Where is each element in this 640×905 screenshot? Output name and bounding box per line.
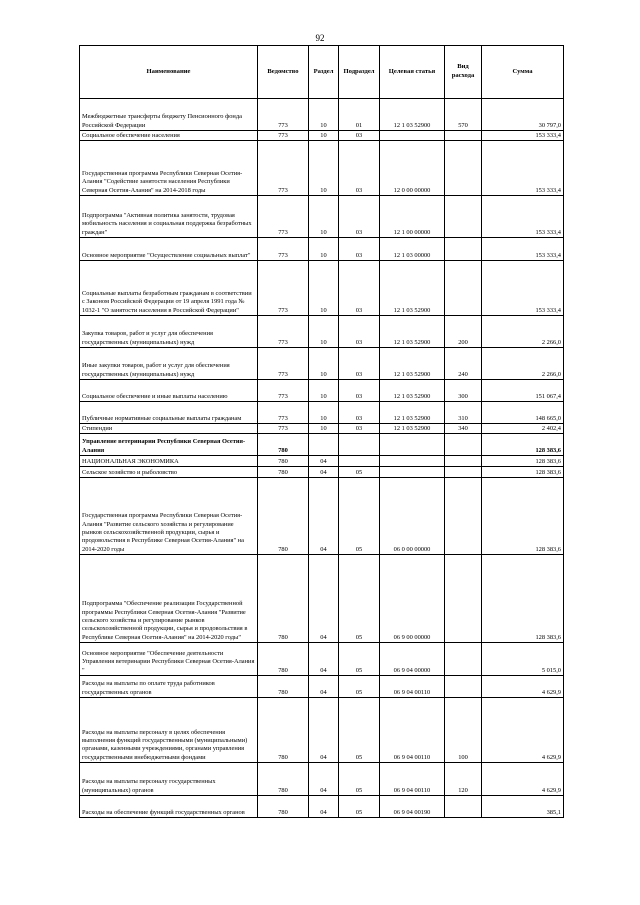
cell-subsection: 05 xyxy=(339,467,380,478)
cell-target: 06 9 00 00000 xyxy=(380,555,445,643)
cell-subsection: 01 xyxy=(339,99,380,131)
cell-dept: 773 xyxy=(258,99,309,131)
cell-name: Социальные выплаты безработным гражданам в соответствии с Законом Российской Федерации от 19 апреля 1991 года № 1032-1 "О занятости населения в Российской Федерации" xyxy=(80,261,258,316)
cell-exp-type xyxy=(445,434,482,456)
table-row xyxy=(80,434,564,456)
cell-target: 06 9 04 00110 xyxy=(380,698,445,763)
cell-dept: 773 xyxy=(258,348,309,380)
header-target: Целевая статья xyxy=(380,46,445,99)
cell-exp-type: 100 xyxy=(445,698,482,763)
table-row xyxy=(80,796,564,818)
cell-section: 04 xyxy=(309,796,339,818)
cell-sum: 4 629,9 xyxy=(482,698,564,763)
cell-name: Расходы на выплаты персоналу в целях обеспечения выполнения функций государственными (муниципальными) органами, казенными учреждениями, органами управления государственными внебюджетными фондами xyxy=(80,698,258,763)
table-row xyxy=(80,478,564,555)
table-row xyxy=(80,380,564,402)
cell-sum: 2 402,4 xyxy=(482,424,564,434)
cell-target: 06 9 04 00000 xyxy=(380,643,445,676)
cell-section: 10 xyxy=(309,238,339,261)
cell-sum: 4 629,9 xyxy=(482,763,564,796)
cell-exp-type xyxy=(445,467,482,478)
cell-exp-type xyxy=(445,141,482,196)
cell-target: 12 0 00 00000 xyxy=(380,141,445,196)
cell-dept: 780 xyxy=(258,763,309,796)
cell-sum: 128 383,6 xyxy=(482,478,564,555)
cell-name: Стипендии xyxy=(80,424,258,434)
table-row xyxy=(80,141,564,196)
cell-exp-type xyxy=(445,555,482,643)
table-row xyxy=(80,99,564,131)
cell-section: 04 xyxy=(309,763,339,796)
cell-subsection: 05 xyxy=(339,763,380,796)
cell-sum: 30 797,0 xyxy=(482,99,564,131)
cell-section: 10 xyxy=(309,261,339,316)
table-row xyxy=(80,402,564,424)
cell-target: 12 1 03 52900 xyxy=(380,316,445,348)
cell-name: Иные закупки товаров, работ и услуг для обеспечения государственных (муниципальных) нужд xyxy=(80,348,258,380)
cell-name: Расходы на выплаты по оплате труда работников государственных органов xyxy=(80,676,258,698)
cell-sum: 385,1 xyxy=(482,796,564,818)
cell-section: 10 xyxy=(309,348,339,380)
cell-subsection: 03 xyxy=(339,131,380,141)
cell-sum: 153 333,4 xyxy=(482,238,564,261)
cell-dept: 780 xyxy=(258,467,309,478)
header-exp-type: Вид расхода xyxy=(445,46,482,99)
cell-name: Закупка товаров, работ и услуг для обеспечения государственных (муниципальных) нужд xyxy=(80,316,258,348)
cell-target: 06 0 00 00000 xyxy=(380,478,445,555)
cell-sum: 153 333,4 xyxy=(482,131,564,141)
header-sum: Сумма xyxy=(482,46,564,99)
cell-exp-type xyxy=(445,131,482,141)
cell-name: Государственная программа Республики Северная Осетия-Алания "Содействие занятости населения Республики Северная Осетия-Алания" на 2014-2018 годы xyxy=(80,141,258,196)
cell-subsection: 05 xyxy=(339,796,380,818)
cell-name: Социальное обеспечение населения xyxy=(80,131,258,141)
table-row xyxy=(80,261,564,316)
table-row xyxy=(80,424,564,434)
cell-dept: 773 xyxy=(258,380,309,402)
cell-exp-type: 300 xyxy=(445,380,482,402)
table-row xyxy=(80,456,564,467)
cell-target: 06 9 04 00110 xyxy=(380,763,445,796)
cell-sum: 128 383,6 xyxy=(482,467,564,478)
cell-exp-type: 310 xyxy=(445,402,482,424)
table-row xyxy=(80,316,564,348)
cell-dept: 780 xyxy=(258,676,309,698)
cell-name: Основное мероприятие "Обеспечение деятельности Управления ветеринарии Республики Северная Осетия-Алания " xyxy=(80,643,258,676)
cell-section xyxy=(309,434,339,456)
cell-exp-type xyxy=(445,196,482,238)
table-row xyxy=(80,467,564,478)
cell-section: 10 xyxy=(309,316,339,348)
cell-target: 12 1 03 52900 xyxy=(380,348,445,380)
cell-exp-type: 240 xyxy=(445,348,482,380)
cell-subsection: 05 xyxy=(339,698,380,763)
cell-sum: 153 333,4 xyxy=(482,196,564,238)
cell-dept: 773 xyxy=(258,316,309,348)
cell-dept: 780 xyxy=(258,555,309,643)
table-row xyxy=(80,196,564,238)
cell-section: 10 xyxy=(309,99,339,131)
header-section: Раздел xyxy=(309,46,339,99)
cell-subsection: 05 xyxy=(339,555,380,643)
cell-exp-type xyxy=(445,643,482,676)
cell-exp-type xyxy=(445,456,482,467)
cell-name: Сельское хозяйство и рыболовство xyxy=(80,467,258,478)
cell-section: 04 xyxy=(309,676,339,698)
cell-target: 12 1 03 52900 xyxy=(380,380,445,402)
cell-section: 10 xyxy=(309,131,339,141)
cell-name: Расходы на выплаты персоналу государственных (муниципальных) органов xyxy=(80,763,258,796)
cell-section: 04 xyxy=(309,555,339,643)
cell-dept: 773 xyxy=(258,131,309,141)
table-row xyxy=(80,643,564,676)
cell-target: 06 9 04 00110 xyxy=(380,676,445,698)
cell-exp-type xyxy=(445,261,482,316)
cell-target xyxy=(380,467,445,478)
cell-dept: 780 xyxy=(258,434,309,456)
table-row xyxy=(80,238,564,261)
table-row xyxy=(80,763,564,796)
cell-exp-type xyxy=(445,238,482,261)
cell-sum: 4 629,9 xyxy=(482,676,564,698)
cell-target: 12 1 03 52900 xyxy=(380,402,445,424)
cell-name: Публичные нормативные социальные выплаты гражданам xyxy=(80,402,258,424)
cell-sum: 5 015,0 xyxy=(482,643,564,676)
cell-dept: 773 xyxy=(258,141,309,196)
cell-exp-type: 570 xyxy=(445,99,482,131)
table-header-row xyxy=(80,46,564,99)
header-dept: Ведомство xyxy=(258,46,309,99)
cell-subsection: 03 xyxy=(339,238,380,261)
cell-dept: 780 xyxy=(258,456,309,467)
cell-section: 04 xyxy=(309,698,339,763)
cell-name: Управление ветеринарии Республики Северная Осетия-Алания xyxy=(80,434,258,456)
cell-subsection: 03 xyxy=(339,402,380,424)
cell-section: 10 xyxy=(309,424,339,434)
cell-subsection: 03 xyxy=(339,424,380,434)
table-row xyxy=(80,131,564,141)
cell-subsection: 03 xyxy=(339,261,380,316)
cell-name: Подпрограмма "Активная политика занятости, трудовая мобильность населения и социальная поддержка безработных граждан" xyxy=(80,196,258,238)
cell-target: 12 1 03 52900 xyxy=(380,261,445,316)
cell-name: Расходы на обеспечение функций государственных органов xyxy=(80,796,258,818)
header-subsection: Подраздел xyxy=(339,46,380,99)
cell-name: Подпрограмма "Обеспечение реализации Государственной программы Республики Северная Осетия-Алания "Развитие сельского хозяйства и регулирование рынков сельскохозяйственной продукции, сырья и продовольствия в Республике Северная Осетия-Алания" на 2014-2020 годы" xyxy=(80,555,258,643)
cell-name: Основное мероприятие "Осуществление социальных выплат" xyxy=(80,238,258,261)
cell-sum: 148 665,0 xyxy=(482,402,564,424)
cell-dept: 780 xyxy=(258,796,309,818)
table-row xyxy=(80,698,564,763)
cell-subsection: 05 xyxy=(339,676,380,698)
cell-sum: 153 333,4 xyxy=(482,261,564,316)
table-row xyxy=(80,348,564,380)
cell-section: 10 xyxy=(309,380,339,402)
cell-name: Социальное обеспечение и иные выплаты населению xyxy=(80,380,258,402)
cell-sum: 153 333,4 xyxy=(482,141,564,196)
cell-section: 10 xyxy=(309,141,339,196)
cell-exp-type: 200 xyxy=(445,316,482,348)
cell-exp-type: 120 xyxy=(445,763,482,796)
cell-target: 12 1 03 52900 xyxy=(380,424,445,434)
cell-target: 12 1 03 00000 xyxy=(380,238,445,261)
table-row xyxy=(80,676,564,698)
cell-target: 12 1 00 00000 xyxy=(380,196,445,238)
cell-subsection xyxy=(339,434,380,456)
cell-dept: 773 xyxy=(258,238,309,261)
cell-target: 12 1 03 52900 xyxy=(380,99,445,131)
cell-dept: 780 xyxy=(258,643,309,676)
cell-subsection: 03 xyxy=(339,141,380,196)
header-name: Наименование xyxy=(80,46,258,99)
cell-section: 04 xyxy=(309,456,339,467)
cell-section: 10 xyxy=(309,196,339,238)
cell-section: 04 xyxy=(309,478,339,555)
cell-target xyxy=(380,434,445,456)
cell-name: Межбюджетные трансферты бюджету Пенсионного фонда Российской Федерации xyxy=(80,99,258,131)
cell-dept: 773 xyxy=(258,261,309,316)
table-body xyxy=(80,99,564,818)
cell-subsection: 05 xyxy=(339,643,380,676)
cell-exp-type xyxy=(445,796,482,818)
table-row xyxy=(80,555,564,643)
cell-subsection: 03 xyxy=(339,316,380,348)
cell-exp-type xyxy=(445,676,482,698)
cell-dept: 780 xyxy=(258,698,309,763)
cell-subsection xyxy=(339,456,380,467)
cell-sum: 2 266,0 xyxy=(482,348,564,380)
cell-section: 10 xyxy=(309,402,339,424)
cell-section: 04 xyxy=(309,643,339,676)
cell-sum: 128 383,6 xyxy=(482,434,564,456)
cell-target xyxy=(380,456,445,467)
budget-table xyxy=(79,45,564,818)
cell-sum: 128 383,6 xyxy=(482,456,564,467)
cell-exp-type: 340 xyxy=(445,424,482,434)
cell-dept: 773 xyxy=(258,402,309,424)
cell-sum: 2 266,0 xyxy=(482,316,564,348)
cell-section: 04 xyxy=(309,467,339,478)
cell-name: Государственная программа Республики Северная Осетия-Алания "Развитие сельского хозяйства и регулирование рынков сельскохозяйственной продукции, сырья и продовольствия в Республике Северная Осетия-Алания" на 2014-2020 годы xyxy=(80,478,258,555)
cell-target xyxy=(380,131,445,141)
cell-subsection: 03 xyxy=(339,348,380,380)
cell-sum: 151 067,4 xyxy=(482,380,564,402)
cell-subsection: 03 xyxy=(339,196,380,238)
cell-subsection: 05 xyxy=(339,478,380,555)
cell-dept: 773 xyxy=(258,424,309,434)
page-number: 92 xyxy=(315,33,325,43)
cell-dept: 773 xyxy=(258,196,309,238)
cell-sum: 128 383,6 xyxy=(482,555,564,643)
cell-exp-type xyxy=(445,478,482,555)
cell-dept: 780 xyxy=(258,478,309,555)
cell-target: 06 9 04 00190 xyxy=(380,796,445,818)
cell-name: НАЦИОНАЛЬНАЯ ЭКОНОМИКА xyxy=(80,456,258,467)
cell-subsection: 03 xyxy=(339,380,380,402)
